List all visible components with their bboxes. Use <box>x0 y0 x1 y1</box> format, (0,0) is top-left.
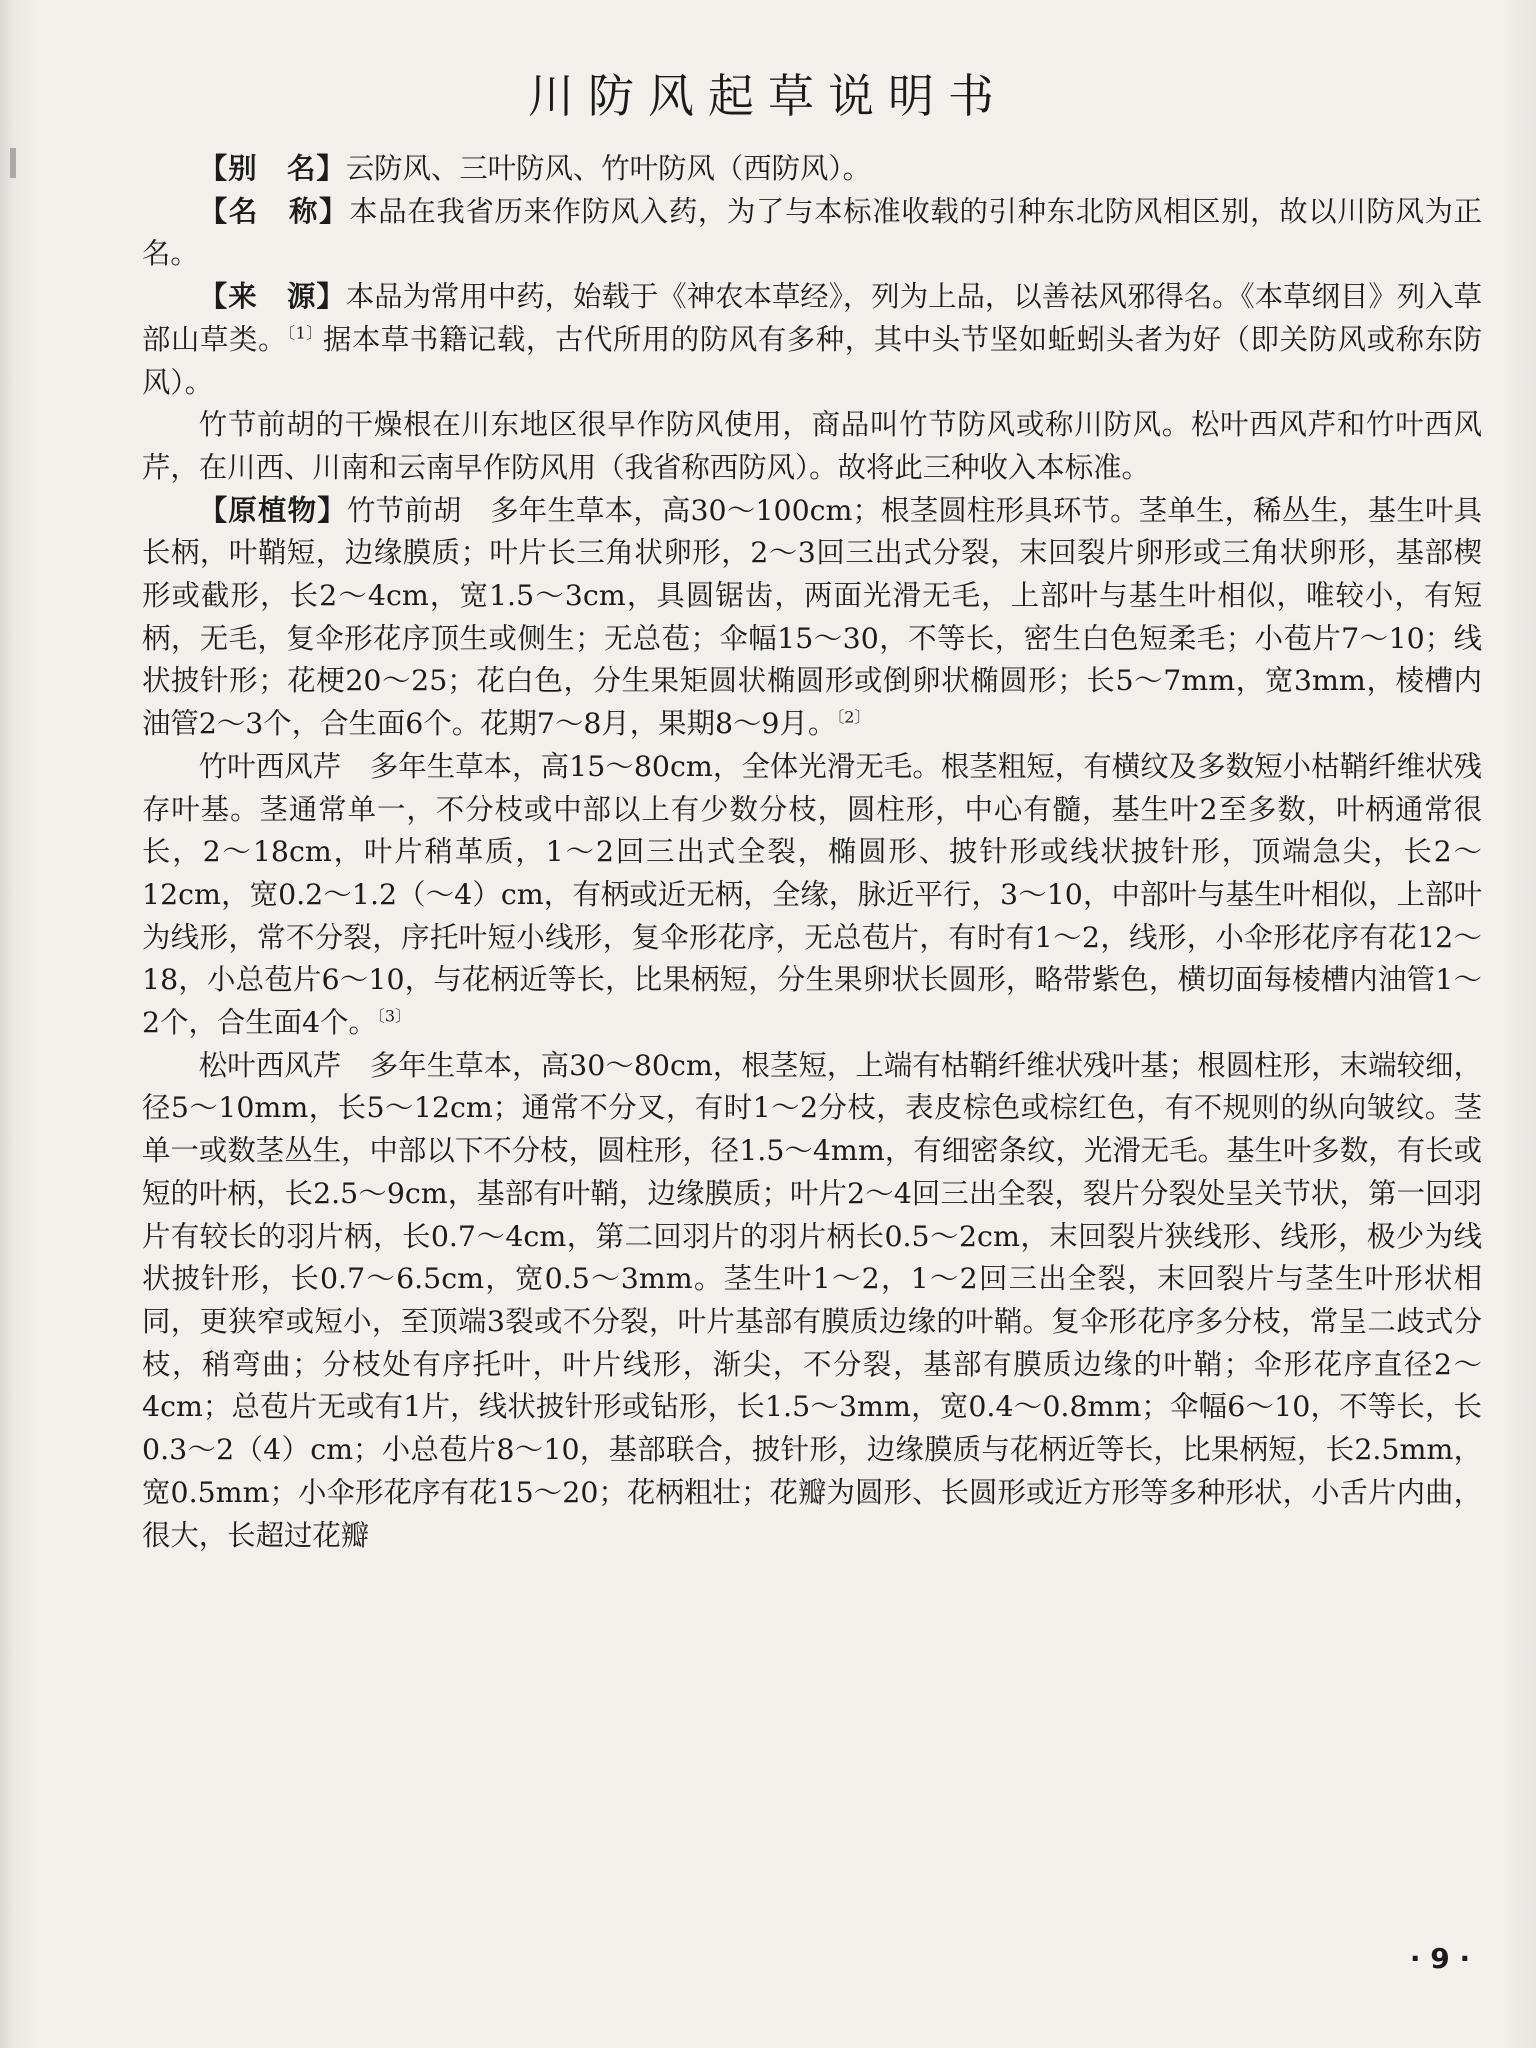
section-source <box>142 276 1482 404</box>
page-title: 川防风起草说明书 <box>528 69 1008 123</box>
section-label: 【来 源】 <box>198 280 346 314</box>
section-text: 本品在我省历来作防风入药，为了与本标准收载的引种东北防风相区别，故以川防风为正名。 <box>142 194 1482 271</box>
section-label: 【原植物】 <box>198 493 347 527</box>
section-text: 本品为常用中药，始载于《神农本草经》，列为上品，以善祛风邪得名。《本草纲目》列入草部山草类。 <box>142 280 1482 356</box>
binding-mark <box>10 148 16 178</box>
paragraph-text: 竹叶西风芹 多年生草本，高15～80cm，全体光滑无毛。根茎粗短，有横纹及多数短小枯鞘纤维状残存叶基。茎通常单一，不分枝或中部以上有少数分枝，圆柱形，中心有髓，基生叶2至多数，叶柄通常很长，2～18cm，叶片稍革质，1～2回三出式全裂，椭圆形、披针形或线状披针形，顶端急尖，长2～12cm，宽0.2～1.2（～4）cm，有柄或近无柄，全缘，脉近平行，3～10，中部叶与基生叶相似，上部叶为线形，常不分裂，序托叶短小线形，复伞形花序，无总苞片，有时有1～2，线形，小伞形花序有花12～18，小总苞片6～10，与花柄近等长，比果柄短，分生果卵状长圆形，略带紫色，横切面每棱槽内油管1～2个，合生面4个。 <box>142 749 1482 1040</box>
section-name <box>142 191 1482 276</box>
section-label: 【名 称】 <box>198 194 350 228</box>
paragraph-zhuye <box>142 746 1482 1045</box>
section-text: 据本草书籍记载，古代所用的防风有多种，其中头节坚如蚯蚓头者为好（即关防风或称东防风）。 <box>142 322 1482 399</box>
section-text: 竹节前胡 多年生草本，高30～100cm；根茎圆柱形具环节。茎单生，稀丛生，基生叶具长柄，叶鞘短，边缘膜质；叶片长三角状卵形，2～3回三出式分裂，末回裂片卵形或三角状卵形，基部楔形或截形，长2～4cm，宽1.5～3cm，具圆锯齿，两面光滑无毛，上部叶与基生叶相似，唯较小，有短柄，无毛，复伞形花序顶生或侧生；无总苞；伞幅15～30，不等长，密生白色短柔毛；小苞片7～10；线状披针形；花梗20～25；花白色，分生果矩圆状椭圆形或倒卵状椭圆形；长5～7mm，宽3mm，棱槽内油管2～3个，合生面6个。花期7～8月，果期8～9月。 <box>142 493 1482 741</box>
paragraph-songye: 松叶西风芹 多年生草本，高30～80cm，根茎短，上端有枯鞘纤维状残叶基；根圆柱形，末端较细，径5～10mm，长5～12cm；通常不分叉，有时1～2分枝，表皮棕色或棕红色，有不规则的纵向皱纹。茎单一或数茎丛生，中部以下不分枝，圆柱形，径1.5～4mm，有细密条纹，光滑无毛。基生叶多数，有长或短的叶柄，长2.5～9cm，基部有叶鞘，边缘膜质；叶片2～4回三出全裂，裂片分裂处呈关节状，第一回羽片有较长的羽片柄，长0.7～4cm，第二回羽片的羽片柄长0.5～2cm，末回裂片狭线形、线形，极少为线状披针形，长0.7～6.5cm，宽0.5～3mm。茎生叶1～2，1～2回三出全裂，末回裂片与茎生叶形状相同，更狭窄或短小，至顶端3裂或不分裂，叶片基部有膜质边缘的叶鞘。复伞形花序多分枝，常呈二歧式分枝，稍弯曲；分枝处有序托叶，叶片线形，渐尖，不分裂，基部有膜质边缘的叶鞘；伞形花序直径2～4cm；总苞片无或有1片，线状披针形或钻形，长1.5～3mm，宽0.4～0.8mm；伞幅6～10，不等长，长0.3～2（4）cm；小总苞片8～10，基部联合，披针形，边缘膜质与花柄近等长，比果柄短，长2.5mm，宽0.5mm；小伞形花序有花15～20；花柄粗壮；花瓣为圆形、长圆形或近方形等多种形状，小舌片内曲，很大，长超过花瓣 <box>142 1048 1482 1552</box>
page-number: · 9 · <box>1409 1942 1471 1975</box>
section-alias <box>142 148 1482 191</box>
section-label: 【别 名】 <box>198 152 346 185</box>
reference-mark: 〔2〕 <box>836 707 871 727</box>
reference-mark: 〔3〕 <box>376 1006 412 1026</box>
paragraph-source-2: 竹节前胡的干燥根在川东地区很早作防风使用，商品叫竹节防风或称川防风。松叶西风芹和竹叶西风芹，在川西、川南和云南早作防风用（我省称西防风）。故将此三种收入本标准。 <box>142 408 1482 484</box>
document-body <box>142 148 1482 1557</box>
reference-mark: 〔1〕 <box>286 323 323 343</box>
section-plant <box>142 490 1482 746</box>
section-text: 云防风、三叶防风、竹叶防风（西防风）。 <box>345 152 871 185</box>
